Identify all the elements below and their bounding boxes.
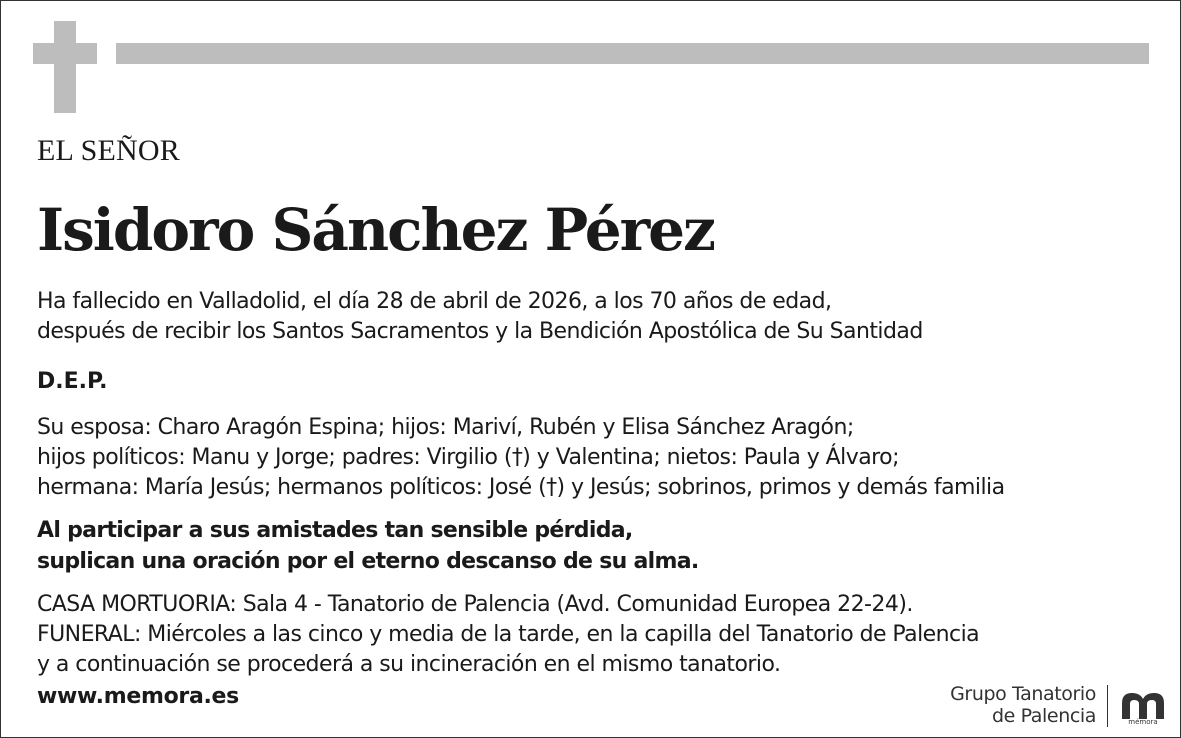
family-list [37, 413, 1005, 503]
announcement-line: Ha fallecido en Valladolid, el día 28 de abril de 2026, a los 70 años de edad, [37, 289, 832, 314]
announcement-line: después de recibir los Santos Sacramentos y la Bendición Apostólica de Su Santidad [37, 319, 923, 344]
logo-line-2: de Palencia [991, 705, 1096, 727]
funeral-details [37, 590, 979, 680]
funeral-home-logo-text [950, 683, 1096, 727]
website-link[interactable]: www.memora.es [37, 684, 239, 709]
details-line: FUNERAL: Miércoles a las cinco y media de la tarde, en la capilla del Tanatorio de Palencia [37, 622, 980, 647]
memora-caption: mémora [1128, 718, 1158, 726]
logo-divider [1107, 685, 1108, 727]
header-rule [116, 43, 1149, 64]
family-line: hijos políticos: Manu y Jorge; padres: Virgilio (†) y Valentina; nietos: Paula y Álvaro; [37, 445, 899, 470]
logo-line-1: Grupo Tanatorio [950, 683, 1096, 705]
details-line: CASA MORTUORIA: Sala 4 - Tanatorio de Palencia (Avd. Comunidad Europea 22-24). [37, 592, 913, 617]
cross-icon [54, 21, 76, 113]
prayer-request [37, 515, 699, 577]
details-line: y a continuación se procederá a su incineración en el mismo tanatorio. [37, 652, 781, 677]
deceased-name: Isidoro Sánchez Pérez [37, 196, 714, 264]
request-line: Al participar a sus amistades tan sensible pérdida, [37, 518, 633, 543]
death-announcement [37, 287, 923, 347]
honorific-title: EL SEÑOR [37, 134, 180, 167]
request-line: suplican una oración por el eterno descanso de su alma. [37, 549, 699, 574]
rest-in-peace: D.E.P. [37, 369, 108, 394]
family-line: Su esposa: Charo Aragón Espina; hijos: Mariví, Rubén y Elisa Sánchez Aragón; [37, 415, 854, 440]
cross-icon-bar [33, 43, 97, 64]
family-line: hermana: María Jesús; hermanos políticos: José (†) y Jesús; sobrinos, primos y demás familia [37, 475, 1005, 500]
